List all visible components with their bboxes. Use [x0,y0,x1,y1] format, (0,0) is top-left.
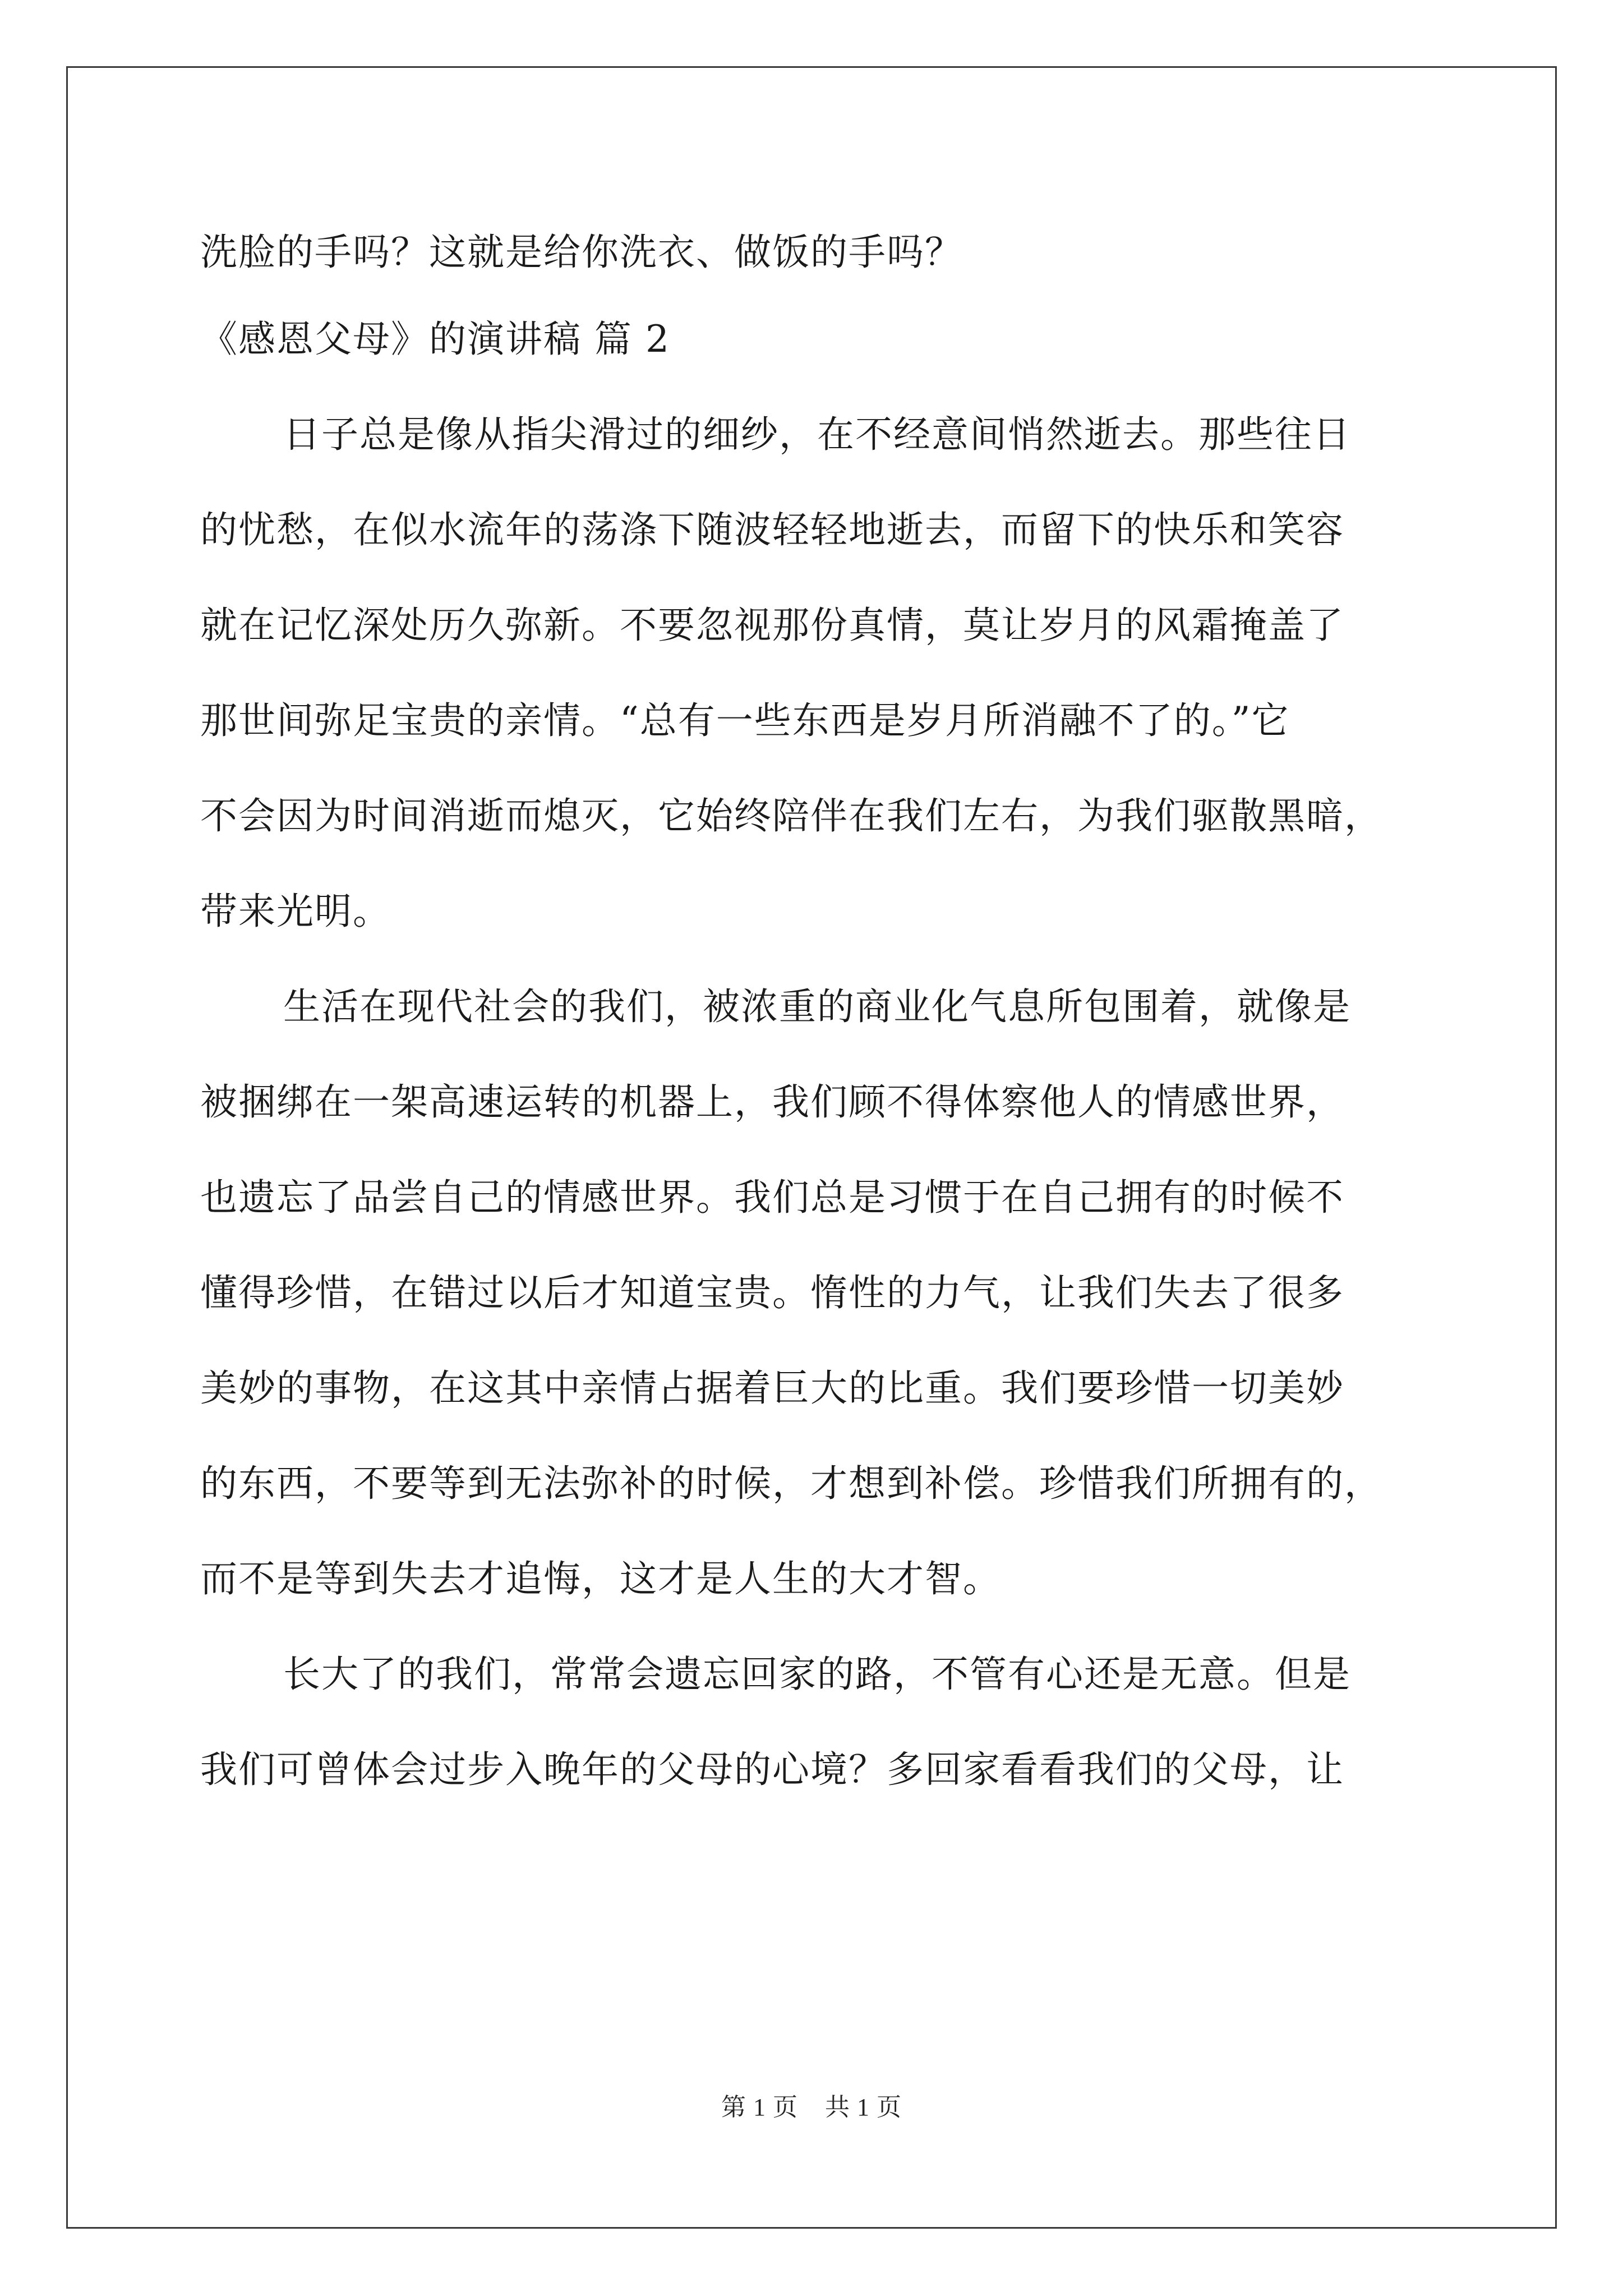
paragraph-line: 被捆绑在一架高速运转的机器上，我们顾不得体察他人的情感世界， [200,1080,1344,1124]
lead-line: 洗脸的手吗？这就是给你洗衣、做饭的手吗？ [200,231,963,274]
paragraph-line: 长大了的我们，常常会遗忘回家的路，不管有心还是无意。但是 [283,1653,1351,1696]
paragraph-line: 也遗忘了品尝自己的情感世界。我们总是习惯于在自己拥有的时候不 [200,1176,1344,1219]
paragraph-line: 的东西，不要等到无法弥补的时候，才想到补偿。珍惜我们所拥有的， [200,1462,1382,1505]
paragraph-line: 而不是等到失去才追悔，这才是人生的大才智。 [200,1557,1001,1600]
document-body [200,213,1434,1818]
paragraph-line: 美妙的事物，在这其中亲情占据着巨大的比重。我们要珍惜一切美妙 [200,1366,1344,1410]
paragraph-line: 懂得珍惜，在错过以后才知道宝贵。惰性的力气，让我们失去了很多 [200,1271,1344,1314]
paragraph-line: 的忧愁，在似水流年的荡涤下随波轻轻地逝去，而留下的快乐和笑容 [200,508,1344,551]
paragraph-line: 日子总是像从指尖滑过的细纱，在不经意间悄然逝去。那些往日 [283,413,1351,456]
page-footer [0,2087,1623,2123]
page-total: 共 1 页 [825,2093,902,2121]
paragraph-line: 生活在现代社会的我们，被浓重的商业化气息所包围着，就像是 [283,985,1351,1028]
paragraph-3 [200,1627,1434,1818]
paragraph-line: 不会因为时间消逝而熄灭，它始终陪伴在我们左右，为我们驱散黑暗， [200,794,1382,838]
paragraph-1 [200,387,1434,959]
paragraph-line: 那世间弥足宝贵的亲情。“总有一些东西是岁月所消融不了的。”它 [200,699,1290,742]
paragraph-line: 我们可曾体会过步入晚年的父母的心境？多回家看看我们的父母，让 [200,1748,1344,1791]
page-number: 第 1 页 [721,2093,798,2121]
section-heading: 《感恩父母》的演讲稿 篇 2 [200,318,670,361]
paragraph-2 [200,959,1434,1627]
paragraph-line: 就在记忆深处历久弥新。不要忽视那份真情，莫让岁月的风霜掩盖了 [200,604,1344,647]
paragraph-line: 带来光明。 [200,890,391,933]
